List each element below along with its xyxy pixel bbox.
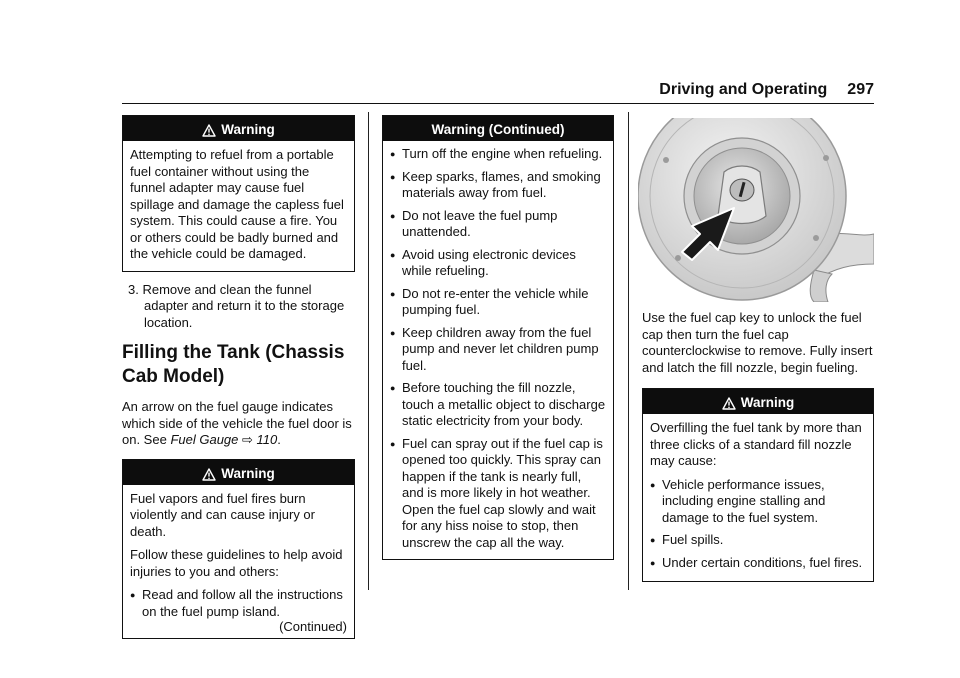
bullet-item: ● Keep children away from the fuel pump and never let children pump fuel. <box>390 325 606 375</box>
warning-text: Attempting to refuel from a portable fuel container without using the funnel adapter may cause fuel spillage and damage the capless fuel system. This could cause a fire. You or others could be badly burned and the vehicle could be damaged. <box>130 147 344 261</box>
fuel-cap-illustration-icon <box>638 118 874 302</box>
warning-paragraph-1: Overfilling the fuel tank by more than three clicks of a standard fill nozzle may cause: <box>650 420 862 468</box>
warning-triangle-icon <box>202 124 216 137</box>
header-rule <box>122 103 874 104</box>
warning-paragraph-1: Fuel vapors and fuel fires burn violently and can cause injury or death. <box>130 490 315 539</box>
fuel-cap-figure <box>638 118 874 302</box>
warning-title: Warning <box>221 122 275 137</box>
column-1 <box>122 115 355 639</box>
xref-arrow-icon: ⇨ <box>242 432 253 447</box>
xref-page: 110 <box>256 432 278 447</box>
bullet-item: ● Before touching the fill nozzle, touch a metallic object to discharge static electricity from your body. <box>390 380 606 430</box>
warning-bullet-list <box>390 146 606 551</box>
warning-title: Warning (Continued) <box>431 122 565 137</box>
warning-header <box>383 116 613 141</box>
warning-header <box>123 116 354 141</box>
column-3 <box>642 310 874 582</box>
bullet-item: ● Avoid using electronic devices while refueling. <box>390 247 606 280</box>
running-head <box>659 82 874 99</box>
intro-text: An arrow on the fuel gauge indicates which side of the vehicle the fuel door is on. See <box>122 399 352 447</box>
warning-paragraph-2: Follow these guidelines to help avoid injuries to you and others: <box>130 547 343 579</box>
warning-box-fuel-vapors <box>122 459 355 639</box>
column-divider-2 <box>628 112 629 590</box>
bullet-item: ● Turn off the engine when refueling. <box>390 146 606 163</box>
warning-bullet-list <box>650 477 866 572</box>
warning-header <box>643 389 873 414</box>
bullet-item: ● Vehicle performance issues, including engine stalling and damage to the fuel system. <box>650 477 866 527</box>
bullet-item: ● Do not re-enter the vehicle while pumping fuel. <box>390 286 606 319</box>
caption-paragraph: Use the fuel cap key to unlock the fuel cap then turn the fuel cap counterclockwise to remove. Fully insert and latch the fill nozzle, begin fueling. <box>642 310 873 375</box>
warning-box-portable-container <box>122 115 355 272</box>
column-divider-1 <box>368 112 369 590</box>
section-title: Filling the Tank (Chassis Cab Model) <box>122 342 345 387</box>
warning-bullet-list <box>130 587 347 620</box>
bullet-item: ● Under certain conditions, fuel fires. <box>650 555 866 572</box>
continued-label: (Continued) <box>279 619 347 634</box>
page-number: 297 <box>847 81 874 98</box>
warning-title: Warning <box>740 395 795 410</box>
bullet-item: ● Fuel can spray out if the fuel cap is opened too quickly. This spray can happen if the tank is nearly full, and is more likely in hot weather. Open the fuel cap slowly and wait for any hiss noise to stop, then unscrew the cap all the way. <box>390 436 606 552</box>
warning-box-overfilling <box>642 388 874 582</box>
step-3: 3. Remove and clean the funnel adapter and return it to the storage location. <box>128 281 345 330</box>
bullet-item: ● Keep sparks, flames, and smoking materials away from fuel. <box>390 169 606 202</box>
section-name: Driving and Operating <box>659 81 828 98</box>
bullet-item: ● Read and follow all the instructions on the fuel pump island. <box>130 587 347 620</box>
xref-link-fuel-gauge[interactable] <box>170 432 277 447</box>
intro-paragraph <box>122 399 355 449</box>
bullet-item: ● Fuel spills. <box>650 532 866 549</box>
column-2 <box>382 115 614 560</box>
warning-title: Warning <box>221 465 275 481</box>
warning-triangle-icon <box>722 397 736 410</box>
xref-name: Fuel Gauge <box>170 432 239 447</box>
warning-header <box>123 460 354 485</box>
bullet-item: ● Do not leave the fuel pump unattended. <box>390 208 606 241</box>
warning-triangle-icon <box>202 468 216 481</box>
xref-period: . <box>277 432 281 447</box>
warning-box-continued <box>382 115 614 560</box>
